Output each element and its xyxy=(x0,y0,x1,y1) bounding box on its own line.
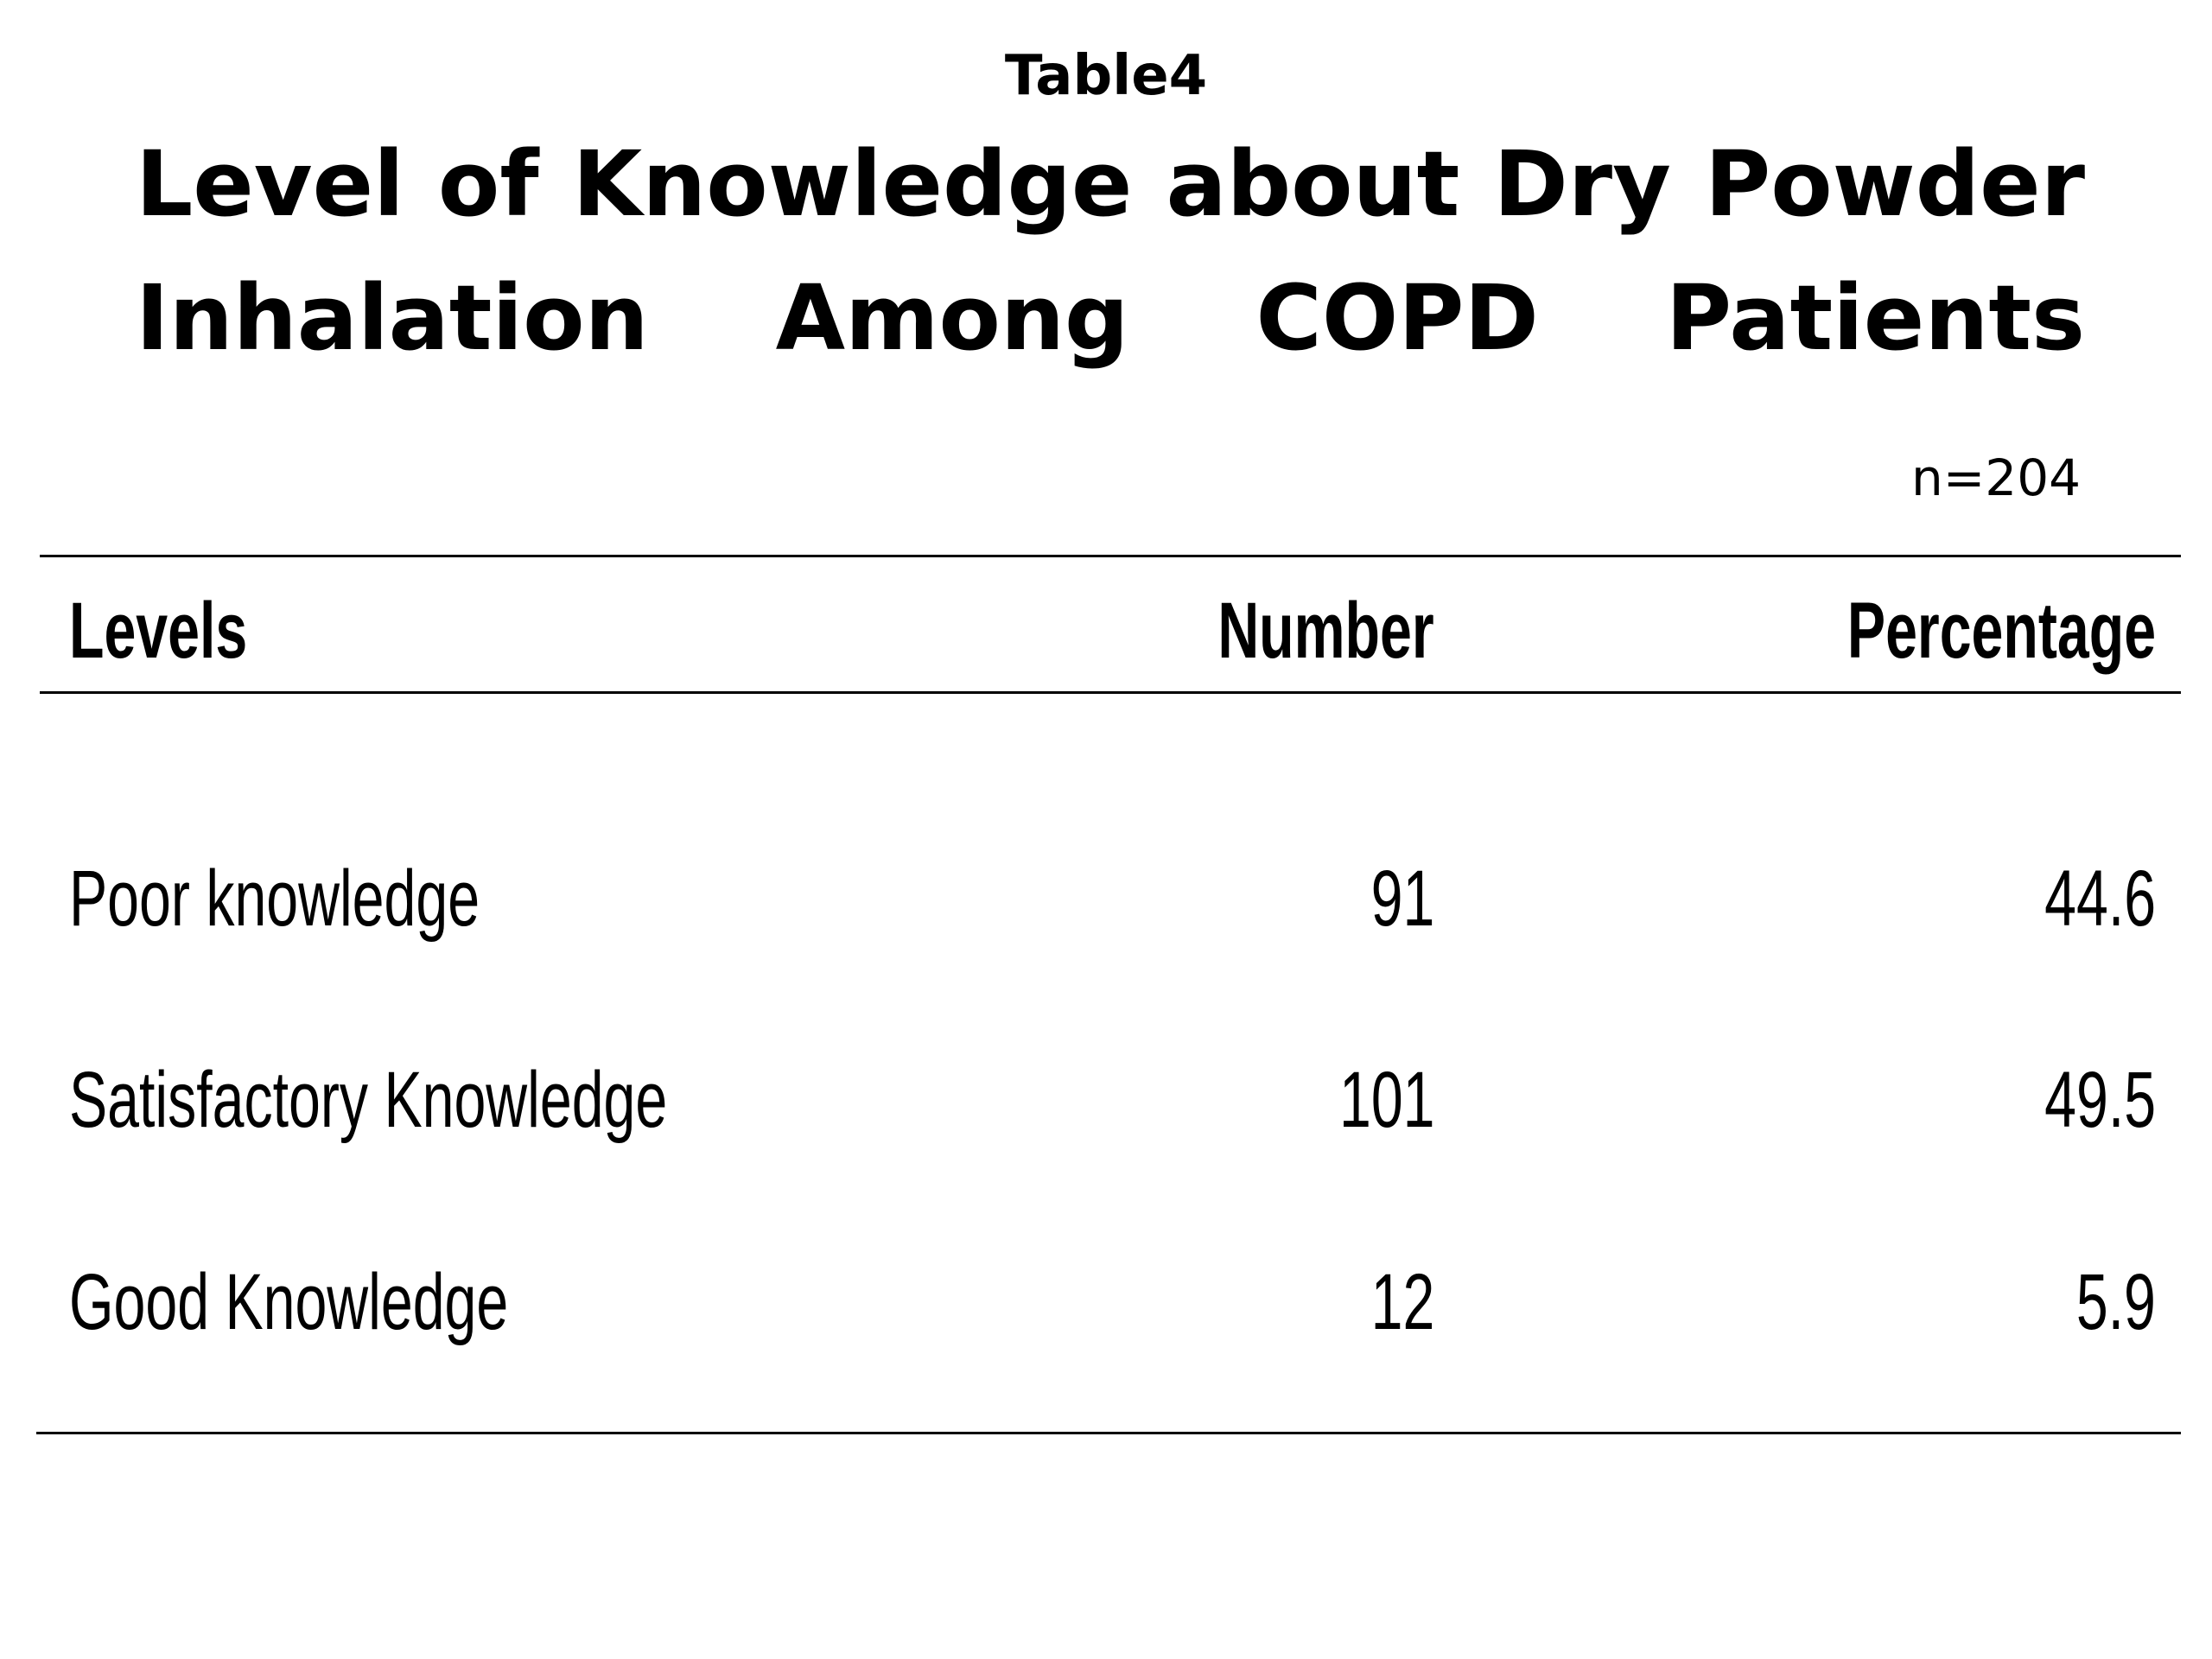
table-header-rule xyxy=(40,691,2181,694)
sample-size: n=204 xyxy=(1910,448,2081,507)
title-word: Dry xyxy=(1493,131,1671,237)
title-line-2 xyxy=(136,262,2085,374)
title-word: about xyxy=(1166,131,1460,237)
title-word: Among xyxy=(775,265,1129,371)
column-header-levels: Levels xyxy=(69,587,248,675)
table-top-rule xyxy=(40,555,2181,557)
title-word: COPD xyxy=(1255,265,1539,371)
row-number: 12 xyxy=(1370,1258,1434,1346)
table-bottom-rule xyxy=(36,1432,2181,1434)
row-percentage: 49.5 xyxy=(2044,1056,2156,1144)
row-percentage: 44.6 xyxy=(2044,855,2156,943)
row-level: Good Knowledge xyxy=(69,1258,509,1346)
title-line-1 xyxy=(136,128,2085,240)
title-word: Inhalation xyxy=(136,265,649,371)
row-level: Poor knowledge xyxy=(69,855,480,943)
row-number: 91 xyxy=(1370,855,1434,943)
table-row xyxy=(0,1255,2212,1350)
title-word: of xyxy=(437,131,539,237)
title-word: Knowledge xyxy=(572,131,1133,237)
table-label: Table4 xyxy=(1004,44,1208,108)
table-header-row xyxy=(0,583,2212,678)
title-word: Powder xyxy=(1704,131,2085,237)
table-row xyxy=(0,851,2212,946)
row-level: Satisfactory Knowledge xyxy=(69,1056,668,1144)
column-header-number: Number xyxy=(1217,587,1434,675)
title-word: Patients xyxy=(1665,265,2085,371)
title-word: Level xyxy=(136,131,404,237)
column-header-percentage: Percentage xyxy=(1847,587,2156,675)
row-percentage: 5.9 xyxy=(2075,1258,2156,1346)
table-row xyxy=(0,1052,2212,1147)
row-number: 101 xyxy=(1338,1056,1434,1144)
